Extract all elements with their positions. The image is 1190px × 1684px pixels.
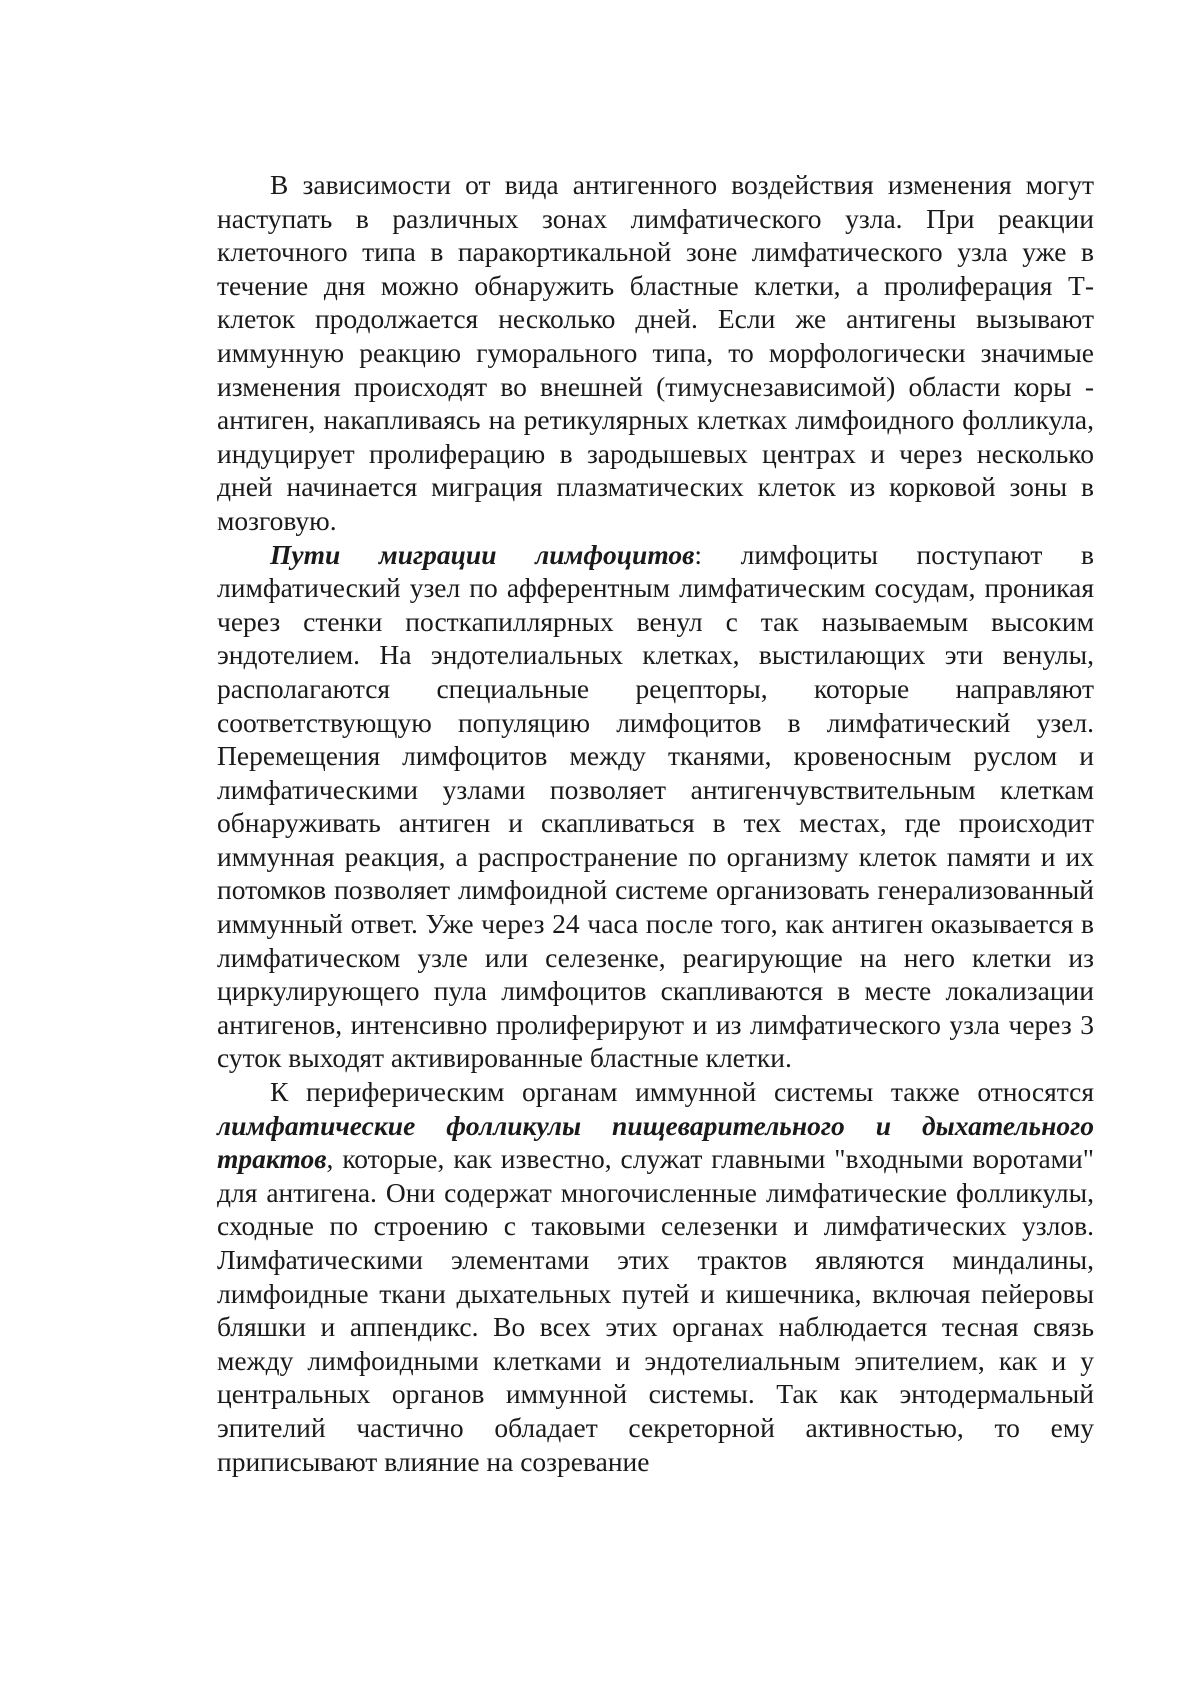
- paragraph-text: В зависимости от вида антигенного воздействия изменения могут наступать в различных зонах лимфатического узла. При реакции клеточного типа в паракортикальной зоне лимфатического узла уже в течение дня можно обнаружить бластные клетки, а пролиферация Т-клеток продолжается несколько дней. Если же антигены вызывают иммунную реакцию гуморального типа, то морфологически значимые изменения происходят во внешней (тимуснезависимой) области коры - антиген, накапливаясь на ретикулярных клетках лимфоидного фолликула, индуцирует пролиферацию в зародышевых центрах и через несколько дней начинается миграция плазматических клеток из корковой зоны в мозговую.: [217, 169, 1094, 536]
- paragraph-lymph-node-changes: [217, 168, 1094, 538]
- paragraph-text-before: К периферическим органам иммунной системы также относятся: [270, 1076, 1094, 1108]
- paragraph-emphasis: лимфатические фолликулы пищеварительного и дыхательного трактов: [217, 1109, 1094, 1175]
- paragraph-lymphocyte-migration: [217, 538, 1094, 1076]
- paragraph-emphasis: Пути миграции лимфоцитов: [270, 538, 695, 570]
- document-body: [217, 168, 1094, 1478]
- paragraph-text-after: , которые, как известно, служат главными "входными воротами" для антигена. Они содержат многочисленные лимфатические фолликулы, сходные по строению с таковыми селезенки и лимфатических узлов. Лимфатическими элементами этих трактов являются миндалины, лимфоидные ткани дыхательных путей и кишечника, включая пейеровы бляшки и аппендикс. Во всех этих органах наблюдается тесная связь между лимфоидными клетками и эндотелиальным эпителием, как и у центральных органов иммунной системы. Так как энтодермальный эпителий частично обладает секреторной активностью, то ему приписывают влияние на созревание: [217, 1143, 1094, 1477]
- paragraph-peripheral-organs: [217, 1075, 1094, 1478]
- paragraph-text: : лимфоциты поступают в лимфатический узел по афферентным лимфатическим сосудам, проникая через стенки посткапиллярных венул с так называемым высоким эндотелием. На эндотелиальных клетках, выстилающих эти венулы, располагаются специальные рецепторы, которые направляют соответствующую популяцию лимфоцитов в лимфатический узел. Перемещения лимфоцитов между тканями, кровеносным руслом и лимфатическими узлами позволяет антигенчувствительным клеткам обнаруживать антиген и скапливаться в тех местах, где происходит иммунная реакция, а распространение по организму клеток памяти и их потомков позволяет лимфоидной системе организовать генерализованный иммунный ответ. Уже через 24 часа после того, как антиген оказывается в лимфатическом узле или селезенке, реагирующие на него клетки из циркулирующего пула лимфоцитов скапливаются в месте локализации антигенов, интенсивно пролиферируют и из лимфатического узла через 3 суток выходят активированные бластные клетки.: [217, 538, 1094, 1074]
